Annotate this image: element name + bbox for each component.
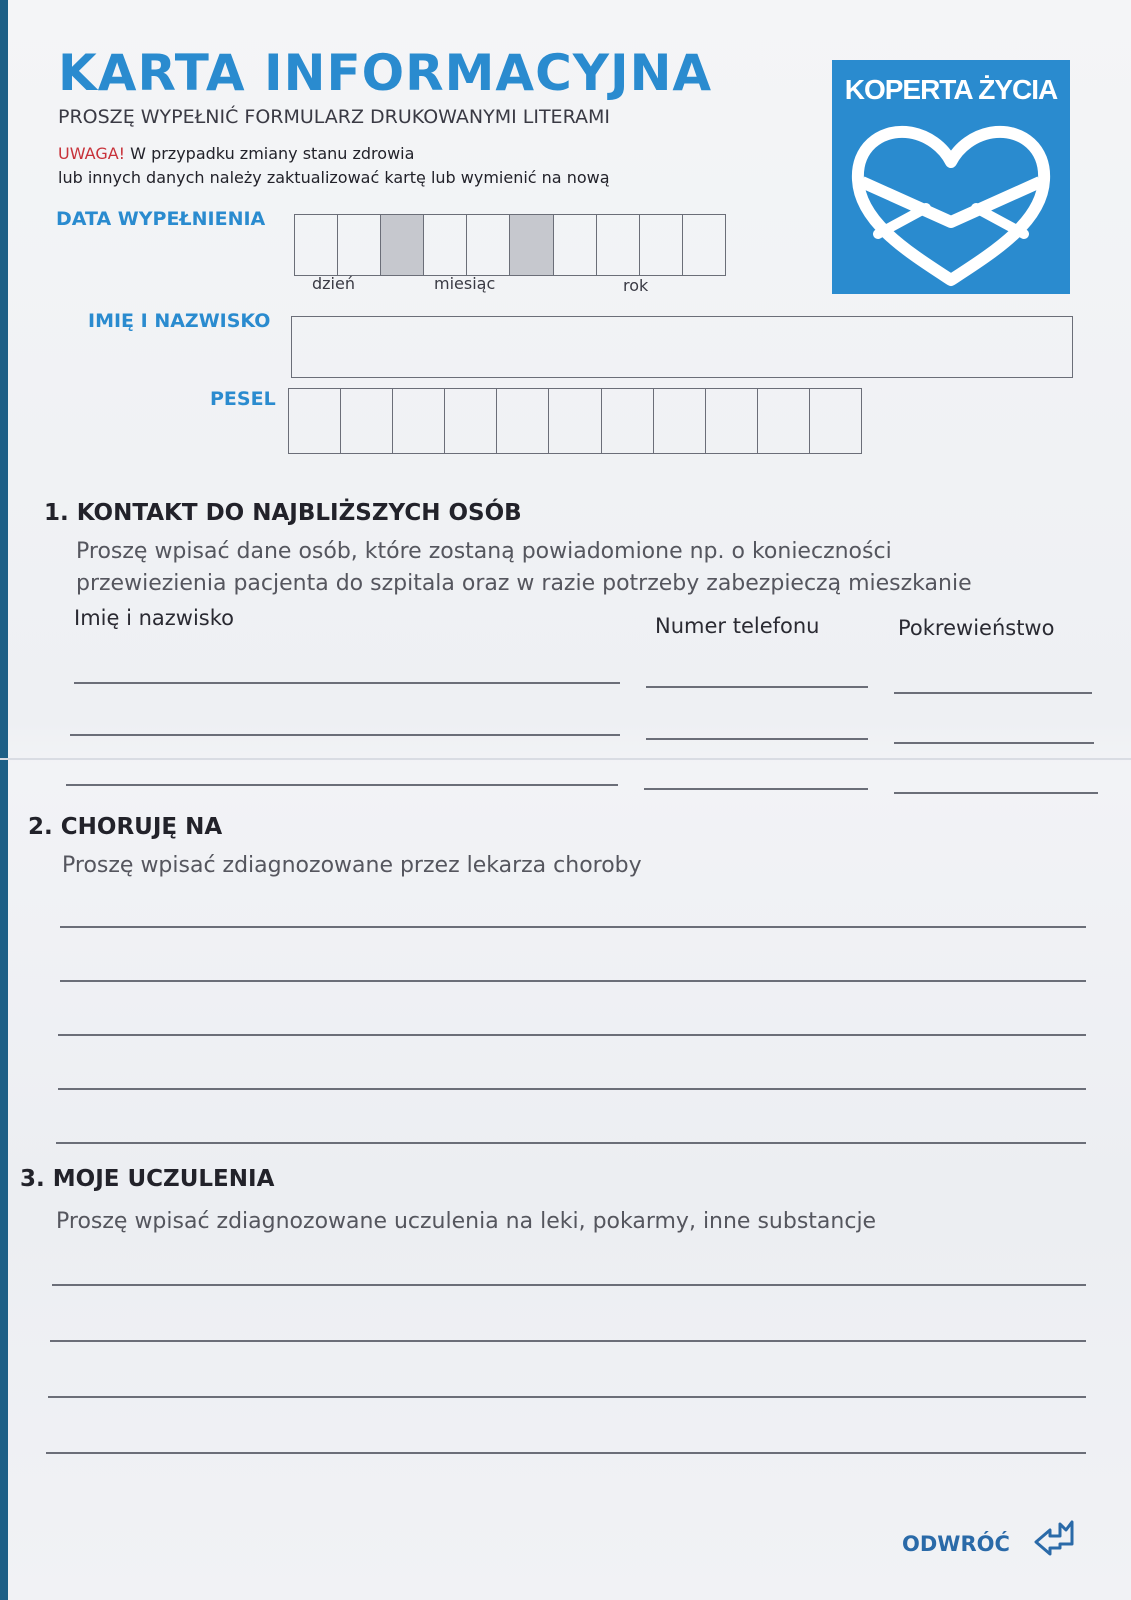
section1-desc-line2: przewiezienia pacjenta do szpitala oraz w razie potrzeby zabezpieczą mieszkanie	[76, 571, 972, 596]
section3-title	[20, 1166, 274, 1192]
illness-line[interactable]	[56, 1142, 1086, 1144]
date-cell[interactable]	[338, 215, 381, 275]
warning-text-2: lub innych danych należy zaktualizować kartę lub wymienić na nową	[58, 168, 610, 187]
section3-description: Proszę wpisać zdiagnozowane uczulenia na leki, pokarmy, inne substancje	[56, 1209, 877, 1234]
warning-note	[58, 142, 610, 190]
contact-col-phone: Numer telefonu	[655, 614, 820, 638]
name-label: IMIĘ I NAZWISKO	[88, 310, 271, 332]
section1-desc-line1: Proszę wpisać dane osób, które zostaną powiadomione np. o konieczności	[76, 539, 892, 564]
section2-heading: CHORUJĘ NA	[60, 814, 223, 840]
date-separator	[510, 215, 553, 275]
date-month-caption: miesiąc	[434, 274, 496, 293]
contact-phone-line[interactable]	[646, 686, 868, 688]
pesel-cell[interactable]	[341, 389, 393, 453]
contact-phone-line[interactable]	[644, 788, 868, 790]
section2-description: Proszę wpisać zdiagnozowane przez lekarza choroby	[62, 853, 642, 878]
pesel-cell[interactable]	[497, 389, 549, 453]
warning-label: UWAGA!	[58, 144, 126, 163]
date-cell[interactable]	[640, 215, 683, 275]
page-edge	[0, 0, 8, 1600]
allergy-line[interactable]	[48, 1396, 1086, 1398]
illness-line[interactable]	[60, 980, 1086, 982]
page-subtitle: PROSZĘ WYPEŁNIĆ FORMULARZ DRUKOWANYMI LITERAMI	[58, 106, 610, 128]
warning-text-1: W przypadku zmiany stanu zdrowia	[125, 144, 415, 163]
allergy-line[interactable]	[52, 1284, 1086, 1286]
pesel-cell[interactable]	[289, 389, 341, 453]
section1-number: 1.	[44, 500, 69, 526]
allergy-line[interactable]	[50, 1340, 1086, 1342]
page-title: KARTA INFORMACYJNA	[58, 44, 713, 102]
date-label: DATA WYPEŁNIENIA	[56, 208, 266, 230]
contact-relation-line[interactable]	[894, 742, 1094, 744]
contact-relation-line[interactable]	[894, 792, 1098, 794]
section1-description	[76, 536, 972, 600]
date-cell[interactable]	[467, 215, 510, 275]
turn-over-label: ODWRÓĆ	[902, 1532, 1010, 1556]
allergy-line[interactable]	[46, 1452, 1086, 1454]
illness-line[interactable]	[60, 926, 1086, 928]
date-cell[interactable]	[554, 215, 597, 275]
date-cell[interactable]	[683, 215, 725, 275]
pesel-cell[interactable]	[810, 389, 861, 453]
section3-number: 3.	[20, 1166, 45, 1192]
section2-title	[28, 814, 222, 840]
date-cell[interactable]	[295, 215, 338, 275]
contact-phone-line[interactable]	[646, 738, 868, 740]
pesel-cell[interactable]	[393, 389, 445, 453]
pesel-cell[interactable]	[602, 389, 654, 453]
pesel-label: PESEL	[210, 388, 276, 410]
date-cell[interactable]	[597, 215, 640, 275]
date-year-caption: rok	[623, 276, 649, 295]
contact-name-line[interactable]	[66, 784, 618, 786]
pesel-cell[interactable]	[654, 389, 706, 453]
paper-fold	[0, 758, 1131, 760]
pesel-cell[interactable]	[445, 389, 497, 453]
heart-envelope-icon	[848, 122, 1054, 292]
logo-text: KOPERTA ŻYCIA	[844, 74, 1058, 105]
section1-heading: KONTAKT DO NAJBLIŻSZYCH OSÓB	[76, 500, 522, 526]
contact-name-line[interactable]	[70, 734, 620, 736]
date-cell[interactable]	[424, 215, 467, 275]
pesel-cell[interactable]	[758, 389, 810, 453]
pesel-input-boxes[interactable]	[288, 388, 862, 454]
section1-title	[44, 500, 522, 526]
contact-col-relation: Pokrewieństwo	[898, 616, 1055, 640]
date-day-caption: dzień	[312, 274, 355, 293]
section2-number: 2.	[28, 814, 53, 840]
illness-line[interactable]	[58, 1034, 1086, 1036]
pesel-cell[interactable]	[549, 389, 601, 453]
contact-relation-line[interactable]	[894, 692, 1092, 694]
koperta-zycia-logo	[832, 60, 1070, 294]
contact-col-name: Imię i nazwisko	[74, 606, 235, 630]
contact-name-line[interactable]	[74, 682, 620, 684]
name-input-box[interactable]	[291, 316, 1073, 378]
pesel-cell[interactable]	[706, 389, 758, 453]
date-input-boxes[interactable]	[294, 214, 726, 276]
illness-line[interactable]	[58, 1088, 1086, 1090]
date-separator	[381, 215, 424, 275]
section3-heading: MOJE UCZULENIA	[52, 1166, 275, 1192]
turn-arrow-icon	[1030, 1514, 1080, 1564]
